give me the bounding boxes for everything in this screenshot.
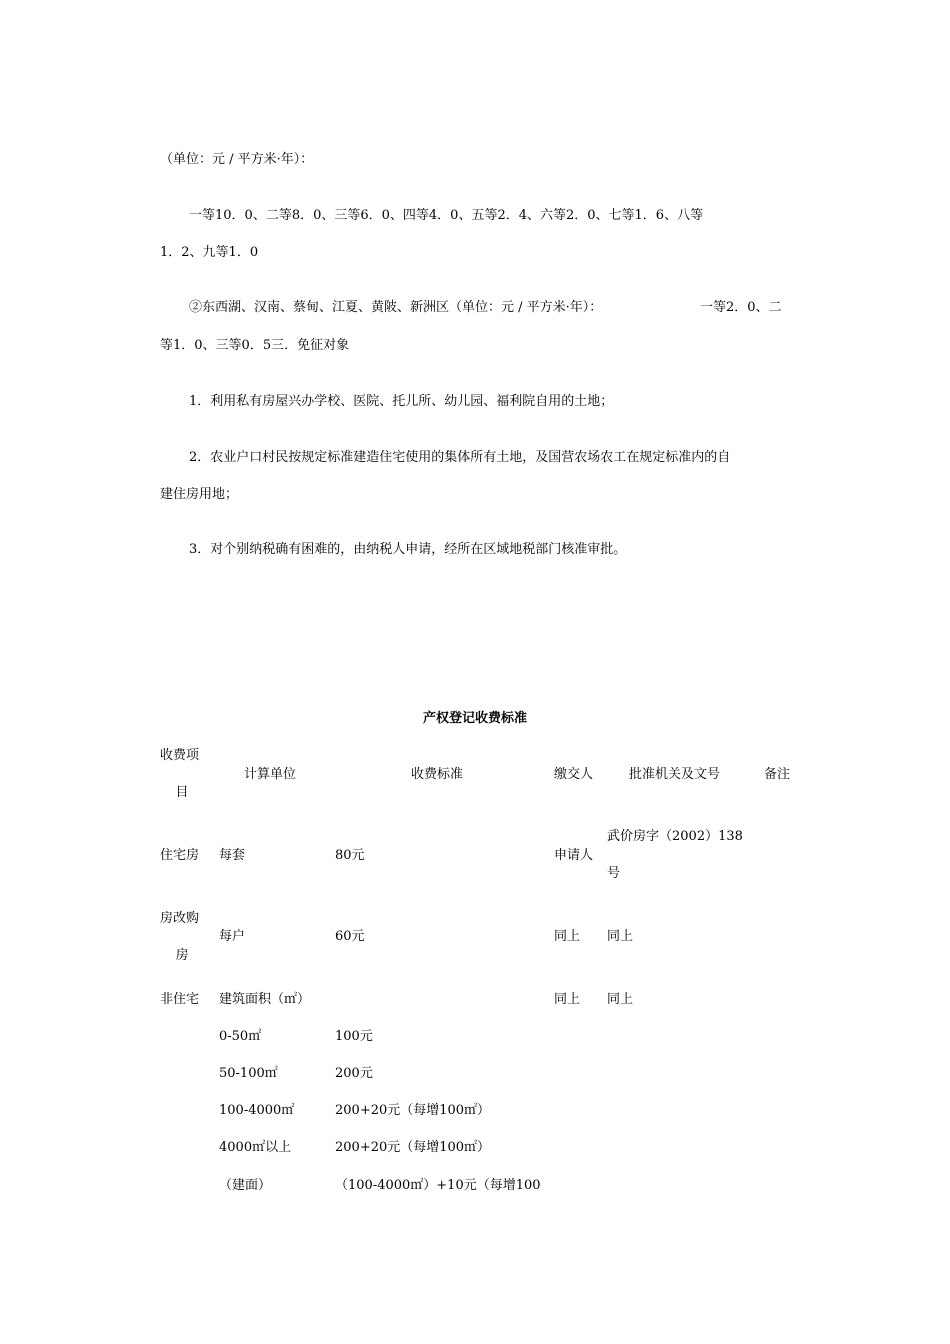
header-item-line-2: 目 (175, 785, 189, 800)
sub-row-3-standard: 200+20元（每增100㎡） (335, 1103, 491, 1118)
row-1-unit: 每套 (219, 848, 246, 863)
sub-row-1-unit: 0-50㎡ (219, 1029, 262, 1044)
row-3-payer: 同上 (554, 992, 581, 1007)
exemption-item-2-line-1: 2．农业户口村民按规定标准建造住宅使用的集体所有土地，及国营农场农工在规定标准内的自 (189, 450, 731, 465)
row-1-standard: 80元 (335, 848, 365, 863)
header-item-line-1: 收费项 (160, 748, 200, 763)
grade-line-1: 一等10．0、二等8．0、三等6．0、四等4．0、五等2．4、六等2．0、七等1．6、八等 (189, 208, 704, 223)
row-2-item-line-2: 房 (175, 948, 189, 963)
header-payer: 缴交人 (554, 767, 594, 782)
row-2-payer: 同上 (554, 929, 581, 944)
district-line-2: 等1．0、三等0．5三．免征对象 (160, 338, 350, 353)
header-remark: 备注 (764, 767, 791, 782)
sub-row-4-unit: 4000㎡以上 (219, 1140, 292, 1155)
sub-row-5-standard: （100-4000㎡）+10元（每增100 (335, 1178, 541, 1193)
sub-row-1-standard: 100元 (335, 1029, 373, 1044)
row-1-item: 住宅房 (160, 848, 200, 863)
row-2-unit: 每户 (219, 929, 246, 944)
row-3-item: 非住宅 (160, 992, 200, 1007)
sub-row-4-standard: 200+20元（每增100㎡） (335, 1140, 491, 1155)
row-2-item-line-1: 房改购 (160, 911, 200, 926)
grade-line-2: 1．2、九等1．0 (160, 245, 259, 260)
unit-note: （单位：元 / 平方米·年）： (160, 152, 314, 167)
table-title: 产权登记收费标准 (422, 711, 527, 726)
sub-row-5-unit: （建面） (219, 1178, 272, 1193)
sub-row-2-unit: 50-100㎡ (219, 1066, 278, 1081)
exemption-item-1: 1．利用私有房屋兴办学校、医院、托儿所、幼儿园、福利院自用的土地； (189, 394, 614, 409)
sub-row-3-unit: 100-4000㎡ (219, 1103, 295, 1118)
row-1-payer: 申请人 (554, 848, 594, 863)
header-approval: 批准机关及文号 (629, 767, 721, 782)
row-1-approval-line-2: 号 (607, 866, 621, 881)
row-3-unit: 建筑面积（㎡） (219, 992, 311, 1007)
row-2-approval: 同上 (607, 929, 634, 944)
district-line-1b: 一等2．0、二 (700, 300, 782, 315)
district-line-1: ②东西湖、汉南、蔡甸、江夏、黄陂、新洲区（单位：元 / 平方米·年）： (189, 300, 603, 315)
header-unit: 计算单位 (244, 767, 297, 782)
exemption-item-3: 3．对个别纳税确有困难的，由纳税人申请，经所在区域地税部门核准审批。 (189, 542, 627, 557)
sub-row-2-standard: 200元 (335, 1066, 373, 1081)
exemption-item-2-line-2: 建住房用地； (160, 487, 239, 502)
row-2-standard: 60元 (335, 929, 365, 944)
header-standard: 收费标准 (411, 767, 464, 782)
row-3-approval: 同上 (607, 992, 634, 1007)
row-1-approval-line-1: 武价房字（2002）138 (607, 829, 743, 844)
